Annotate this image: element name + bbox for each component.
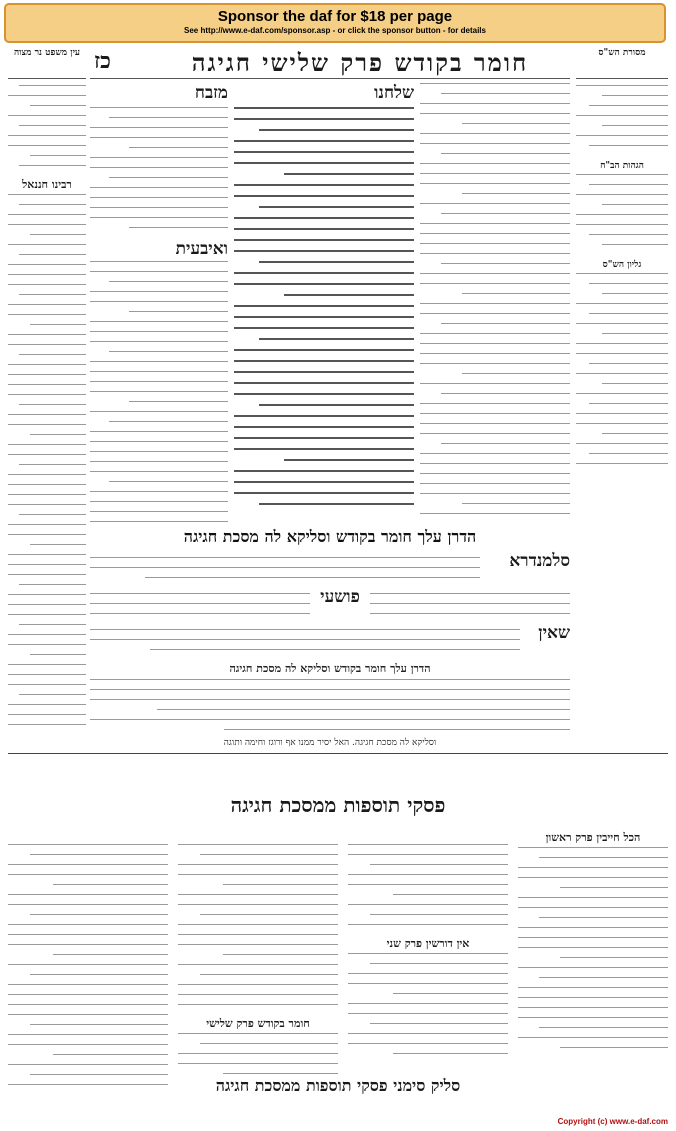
footnotes xyxy=(90,679,570,734)
sponsor-banner-title: Sponsor the daf for $18 per page xyxy=(217,8,453,25)
tosafot-column xyxy=(90,83,228,523)
piskei-closing: סליק סימני פסקי תוספות ממסכת חגיגה xyxy=(215,1076,461,1095)
gilyon-hashas-title: גליון הש"ס xyxy=(602,260,642,270)
talmud-page xyxy=(8,48,668,1113)
piskei-tosafot-title: פסקי תוספות ממסכת חגיגה xyxy=(230,793,446,817)
left-margin xyxy=(8,48,86,748)
piskei-col-left xyxy=(8,828,168,1094)
masoret-hashas-text xyxy=(576,85,668,155)
masoret-hashas-title: מסורת הש"ס xyxy=(576,48,668,79)
main-text-area xyxy=(90,48,570,748)
chapter-1-heading: הכל חייבין פרק ראשון xyxy=(545,831,641,844)
hagahot-habach-title: הגהות הב"ח xyxy=(600,161,644,171)
right-margin xyxy=(576,48,668,748)
rabbeinu-chananel-text xyxy=(8,194,86,734)
poshei-word: פושעי xyxy=(320,587,360,607)
folio-number: כז xyxy=(94,48,111,74)
rabbeinu-chananel-title: רבינו חננאל xyxy=(22,178,72,191)
gemara-opening-word: שלחנו xyxy=(374,83,414,103)
sponsor-banner-subtitle[interactable]: See http://www.e-daf.com/sponsor.asp - or click the sponsor button - for details xyxy=(184,26,486,35)
piskei-col-mid-right xyxy=(348,828,508,1063)
piskei-col-right xyxy=(518,828,668,1062)
hadran-small: הדרן עלך חומר בקודש וסליקא לה מסכת חגיגה xyxy=(229,662,431,675)
sheein-word: שאין xyxy=(538,623,570,643)
ein-mishpat-text xyxy=(8,85,86,175)
sponsor-banner[interactable] xyxy=(4,3,666,43)
rashi-heading-word: מזבח xyxy=(194,83,228,103)
gemara-column xyxy=(234,83,414,523)
rashi-column xyxy=(420,83,570,523)
closing-line: וסליקא לה מסכת חגיגה. האל יסיר ממנו אף ורוגז וחימה ותוגה xyxy=(223,738,437,748)
chapter-2-heading: אין דורשין פרק שני xyxy=(386,937,470,950)
ein-mishpat-title: עין משפט נר מצוה xyxy=(8,48,86,79)
hadran-main: הדרן עלך חומר בקודש וסליקא לה מסכת חגיגה xyxy=(183,527,477,546)
piskei-col-mid-left xyxy=(178,828,338,1083)
page-header xyxy=(90,48,570,79)
salamandra-word: סלמנדרא xyxy=(509,551,570,571)
running-title: חומר בקודש פרק שלישי חגיגה xyxy=(191,48,529,77)
chapter-3-heading: חומר בקודש פרק שלישי xyxy=(206,1017,310,1030)
tosafot-heading-word: ואיבעית xyxy=(175,239,228,259)
copyright-notice: Copyright (c) www.e-daf.com xyxy=(557,1117,668,1126)
